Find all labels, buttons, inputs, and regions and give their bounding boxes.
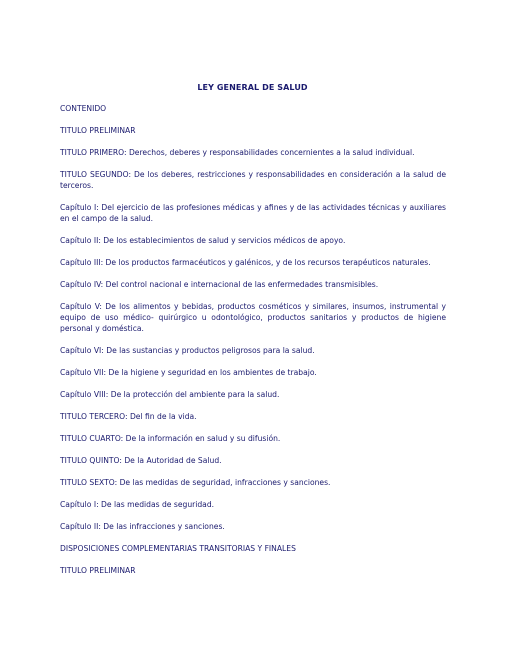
- paragraph-titulo-segundo: TITULO SEGUNDO: De los deberes, restricciones y responsabilidades en consideración a la salud de terceros.: [60, 170, 446, 190]
- paragraph-contenido: CONTENIDO: [60, 104, 107, 113]
- paragraph-titulo-sexto: TITULO SEXTO: De las medidas de seguridad, infracciones y sanciones.: [60, 478, 331, 487]
- paragraph-capitulo-7: Capítulo VII: De la higiene y seguridad en los ambientes de trabajo.: [60, 368, 317, 377]
- document-body: [60, 103, 446, 587]
- paragraph-capitulo-3: Capítulo III: De los productos farmacéuticos y galénicos, y de los recursos terapéuticos naturales.: [60, 258, 431, 267]
- paragraph-capitulo-8: Capítulo VIII: De la protección del ambiente para la salud.: [60, 390, 280, 399]
- document-title: LEY GENERAL DE SALUD: [197, 83, 308, 92]
- paragraph-disposiciones: DISPOSICIONES COMPLEMENTARIAS TRANSITORIAS Y FINALES: [60, 544, 296, 553]
- paragraph-titulo-tercero: TITULO TERCERO: Del fin de la vida.: [60, 412, 197, 421]
- paragraph-sexto-capitulo-2: Capítulo II: De las infracciones y sanciones.: [60, 522, 225, 531]
- paragraph-sexto-capitulo-1: Capítulo I: De las medidas de seguridad.: [60, 500, 215, 509]
- paragraph-titulo-cuarto: TITULO CUARTO: De la información en salud y su difusión.: [60, 434, 281, 443]
- paragraph-capitulo-1: Capítulo I: Del ejercicio de las profesiones médicas y afines y de las actividades técnicas y auxiliares en el campo de la salud.: [60, 203, 446, 223]
- paragraph-capitulo-2: Capítulo II: De los establecimientos de salud y servicios médicos de apoyo.: [60, 236, 346, 245]
- paragraph-capitulo-6: Capítulo VI: De las sustancias y productos peligrosos para la salud.: [60, 346, 315, 355]
- paragraph-titulo-preliminar: TITULO PRELIMINAR: [60, 126, 136, 135]
- paragraph-capitulo-5: Capítulo V: De los alimentos y bebidas, productos cosméticos y similares, insumos, instrumental y equipo de uso médico- quirúrgico u odontológico, productos sanitarios y productos de higiene personal y doméstica.: [60, 302, 446, 333]
- paragraph-titulo-quinto: TITULO QUINTO: De la Autoridad de Salud.: [60, 456, 222, 465]
- paragraph-titulo-primero: TITULO PRIMERO: Derechos, deberes y responsabilidades concernientes a la salud individual.: [60, 148, 415, 157]
- paragraph-titulo-preliminar-2: TITULO PRELIMINAR: [60, 566, 136, 575]
- paragraph-capitulo-4: Capítulo IV: Del control nacional e internacional de las enfermedades transmisibles.: [60, 280, 379, 289]
